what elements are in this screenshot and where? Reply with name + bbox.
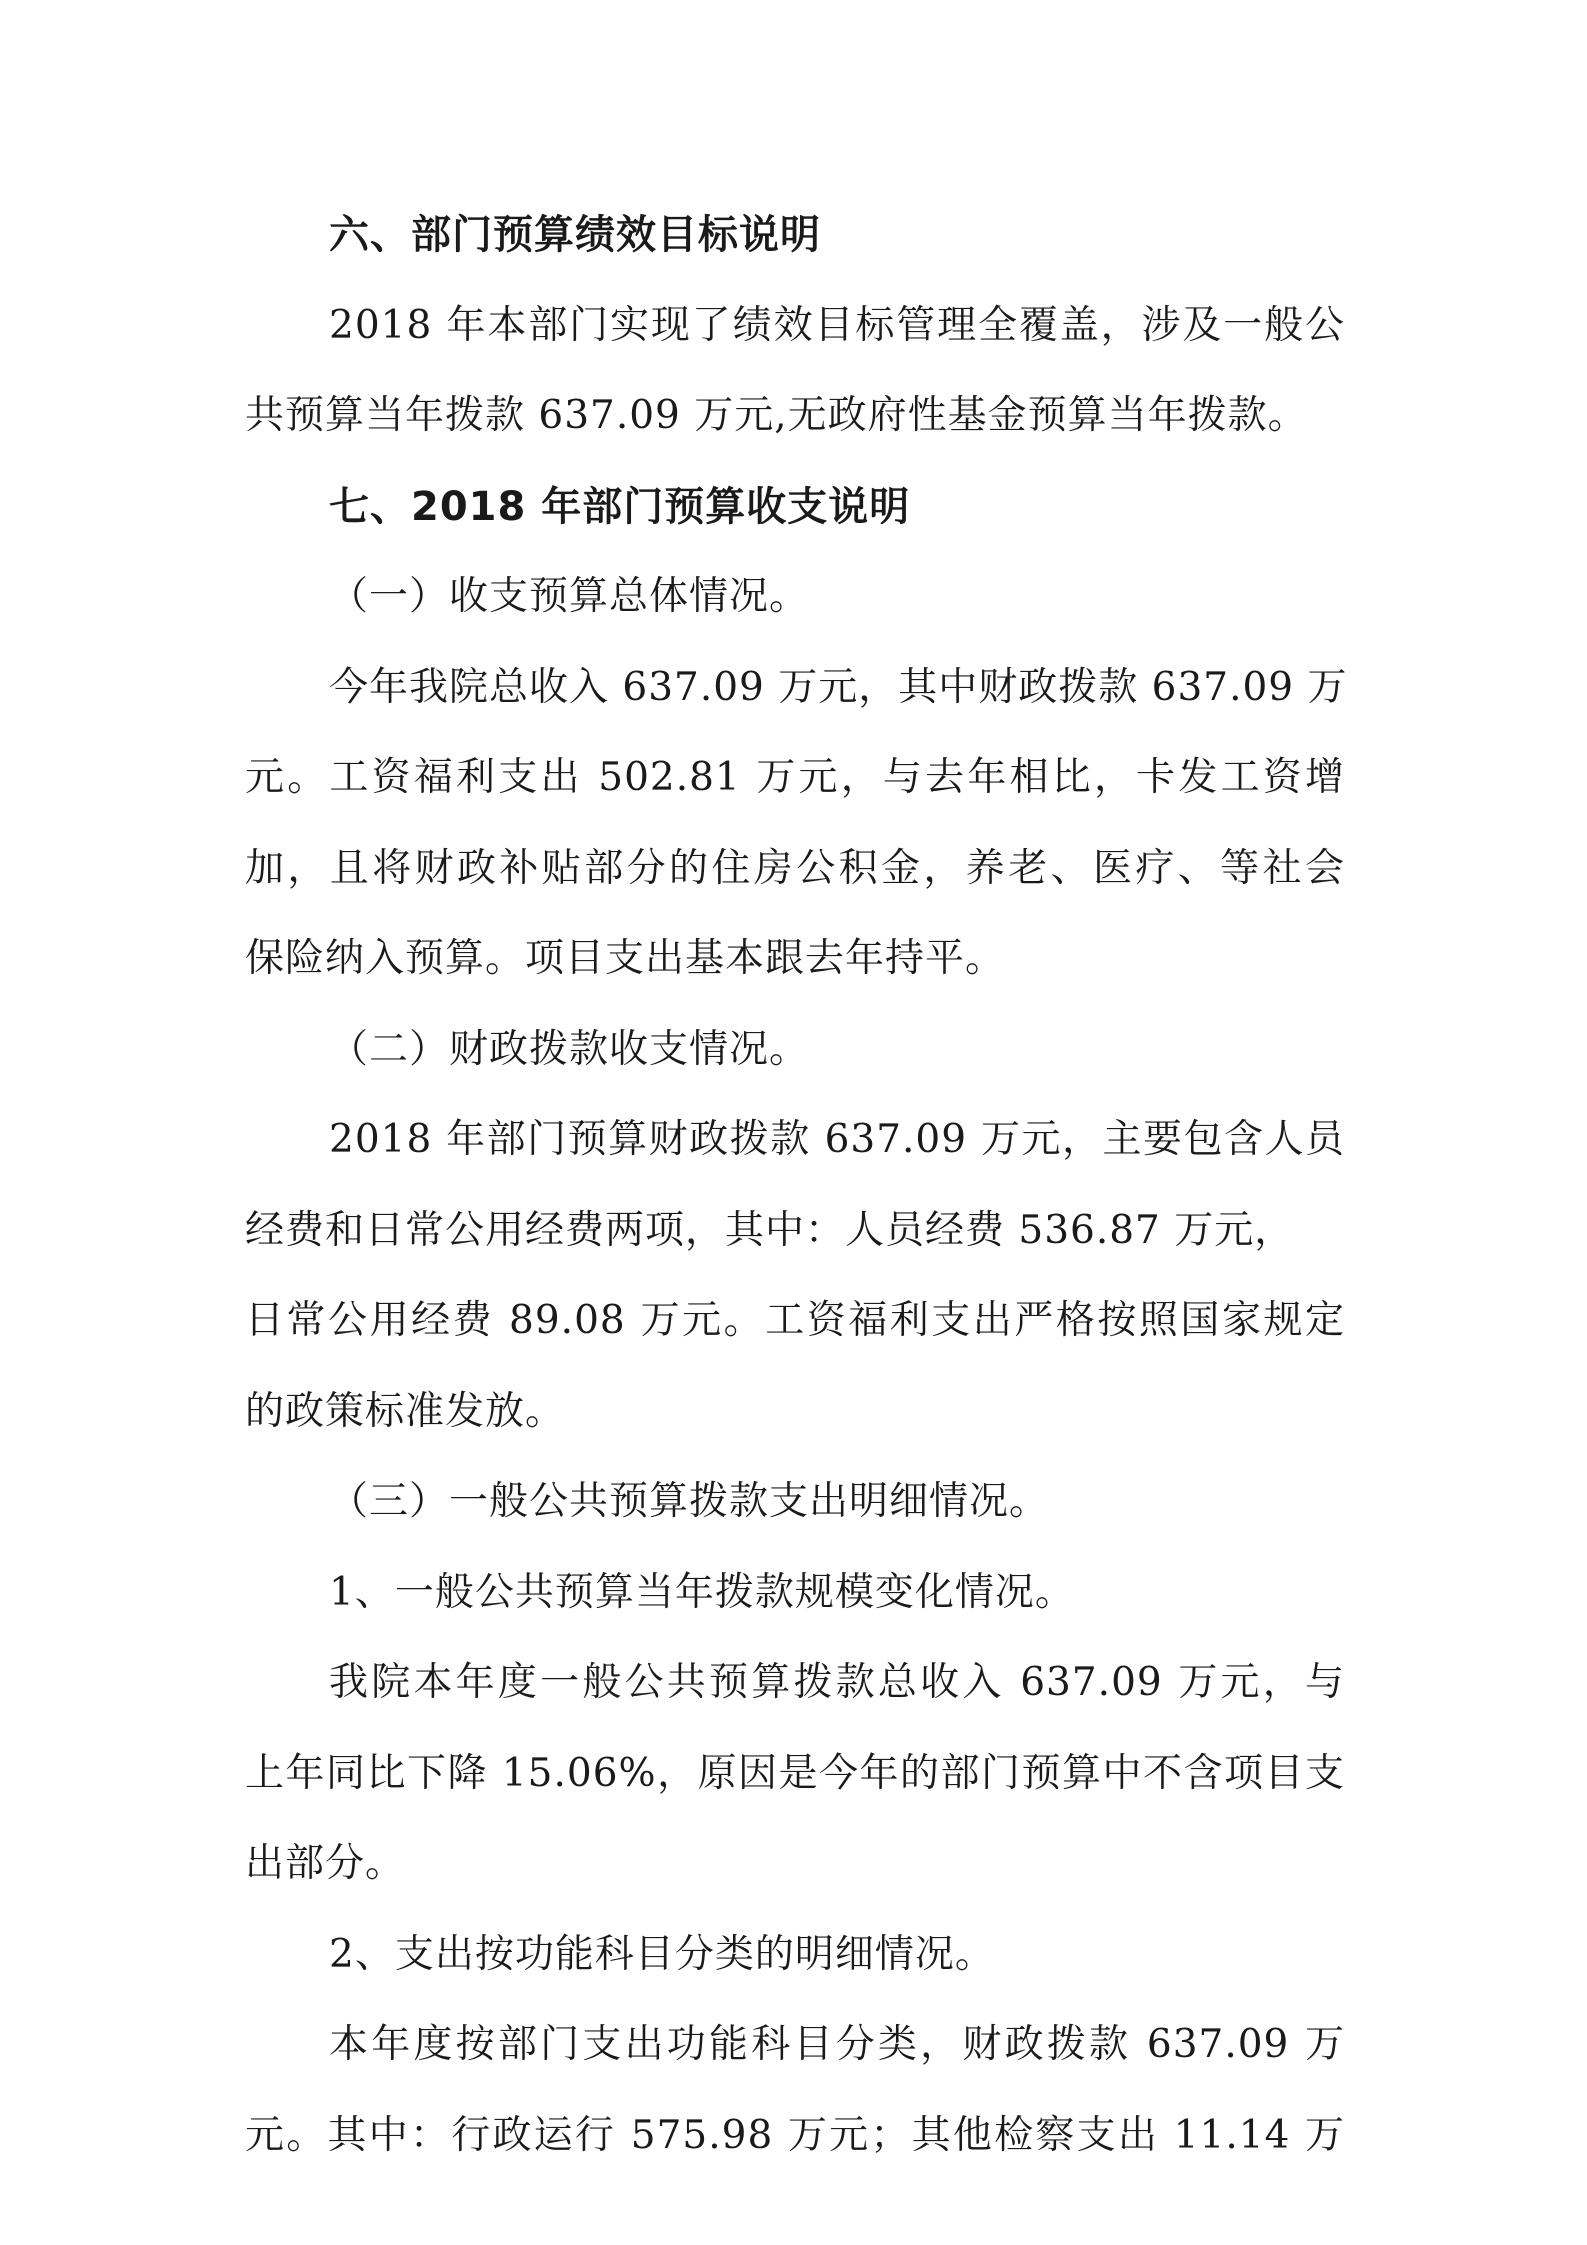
section-heading-7: 七、2018 年部门预算收支说明 (329, 483, 911, 530)
subsection-heading-2: （二）财政拨款收支情况。 (329, 1026, 810, 1072)
paragraph-line: 日常公用经费 89.08 万元。工资福利支出严格按照国家规定 (245, 1298, 1345, 1343)
paragraph-line: 2018 年本部门实现了绩效目标管理全覆盖，涉及一般公 (329, 302, 1345, 348)
paragraph-line: 经费和日常公用经费两项，其中：人员经费 536.87 万元， (245, 1207, 1295, 1253)
paragraph-line: 出部分。 (245, 1841, 406, 1886)
paragraph-line: 上年同比下降 15.06%，原因是今年的部门预算中不含项目支 (245, 1750, 1345, 1796)
paragraph-line: 元。其中：行政运行 575.98 万元；其他检察支出 11.14 万 (245, 2112, 1345, 2158)
paragraph-line: 本年度按部门支出功能科目分类，财政拨款 637.09 万 (329, 2022, 1345, 2067)
section-heading-6: 六、部门预算绩效目标说明 (329, 212, 821, 258)
paragraph-line: 的政策标准发放。 (245, 1388, 566, 1434)
paragraph-line: 我院本年度一般公共预算拨款总收入 637.09 万元，与 (329, 1660, 1345, 1705)
paragraph-line: 加，且将财政补贴部分的住房公积金，养老、医疗、等社会 (245, 845, 1345, 891)
paragraph-line: 今年我院总收入 637.09 万元，其中财政拨款 637.09 万 (329, 664, 1348, 710)
document-body (245, 205, 1348, 2196)
subsection-heading-3: （三）一般公共预算拨款支出明细情况。 (329, 1479, 1050, 1524)
paragraph-line: 共预算当年拨款 637.09 万元,无政府性基金预算当年拨款。 (245, 393, 1308, 438)
item-heading-2: 2、支出按功能科目分类的明细情况。 (329, 1931, 995, 1977)
subsection-heading-1: （一）收支预算总体情况。 (329, 574, 810, 619)
item-heading-1: 1、一般公共预算当年拨款规模变化情况。 (329, 1569, 1075, 1615)
paragraph-line: 元。工资福利支出 502.81 万元，与去年相比，卡发工资增 (245, 755, 1345, 800)
paragraph-line: 保险纳入预算。项目支出基本跟去年持平。 (245, 936, 1006, 981)
paragraph-line: 2018 年部门预算财政拨款 637.09 万元，主要包含人员 (329, 1117, 1345, 1162)
